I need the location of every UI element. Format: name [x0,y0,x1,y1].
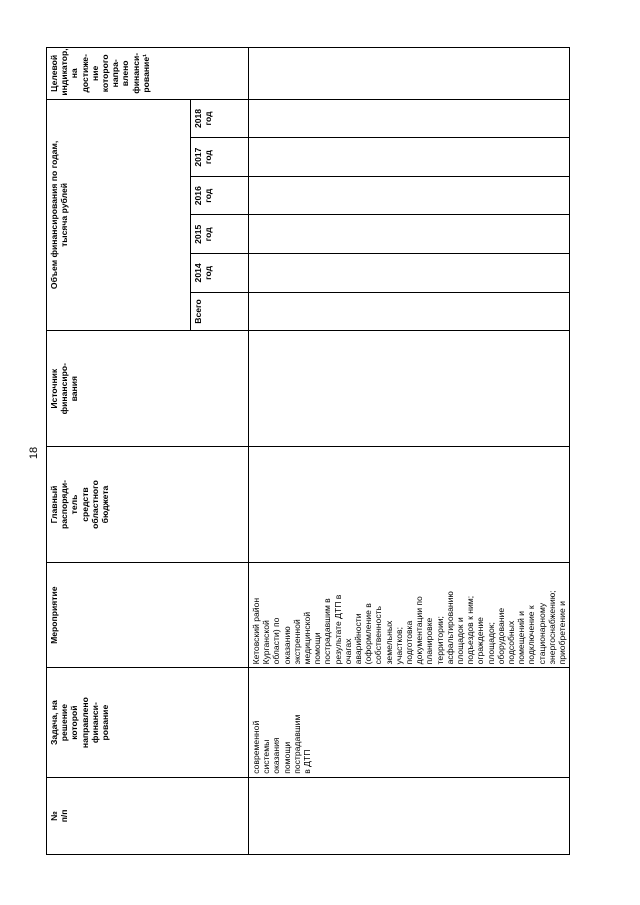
header-year-2017: 2017 год [191,138,249,177]
header-num: № п/п [47,777,249,854]
funding-table [46,47,570,855]
header-total: Всего [191,292,249,331]
cell-2015 [249,215,570,254]
rotated-table-container [46,47,568,855]
cell-total [249,292,570,331]
cell-2016 [249,176,570,215]
header-source: Источник финансиро- вания [47,331,249,447]
header-task: Задача, на решение которой направлено финанси- рование [47,668,249,777]
table-row [249,48,570,855]
cell-2017 [249,138,570,177]
cell-manager [249,447,570,563]
cell-task: современной системы оказания помощи пострадавшим в ДТП [249,668,570,777]
header-volume: Объем финансирования по годам, тысяча рублей [47,99,191,331]
cell-2018 [249,99,570,138]
header-year-2016: 2016 год [191,176,249,215]
cell-event: Кетовский район Курганской области) по оказанию экстренной медицинской помощи пострадавшим в результате ДТП в очагах аварийности (оформление в собственность земельных участков; подготовка документации по планировке территории; асфальтированию площадок и подъездов к ним; ограждение площадок; оборудование подсобных помещений и подключение к стационарному энергоснабжению; приобретение и [249,562,570,668]
cell-source [249,331,570,447]
page-number: 18 [28,446,41,460]
cell-num [249,777,570,854]
cell-2014 [249,254,570,293]
header-year-2018: 2018 год [191,99,249,138]
cell-indicator [249,48,570,100]
header-year-2014: 2014 год [191,254,249,293]
header-event: Мероприятие [47,562,249,668]
header-year-2015: 2015 год [191,215,249,254]
header-manager: Главный распоряди- тель средств областного бюджета [47,447,249,563]
header-indicator: Целевой индикатор, на достиже- ние которого напра- влено финанси- рование¹ [47,48,249,100]
